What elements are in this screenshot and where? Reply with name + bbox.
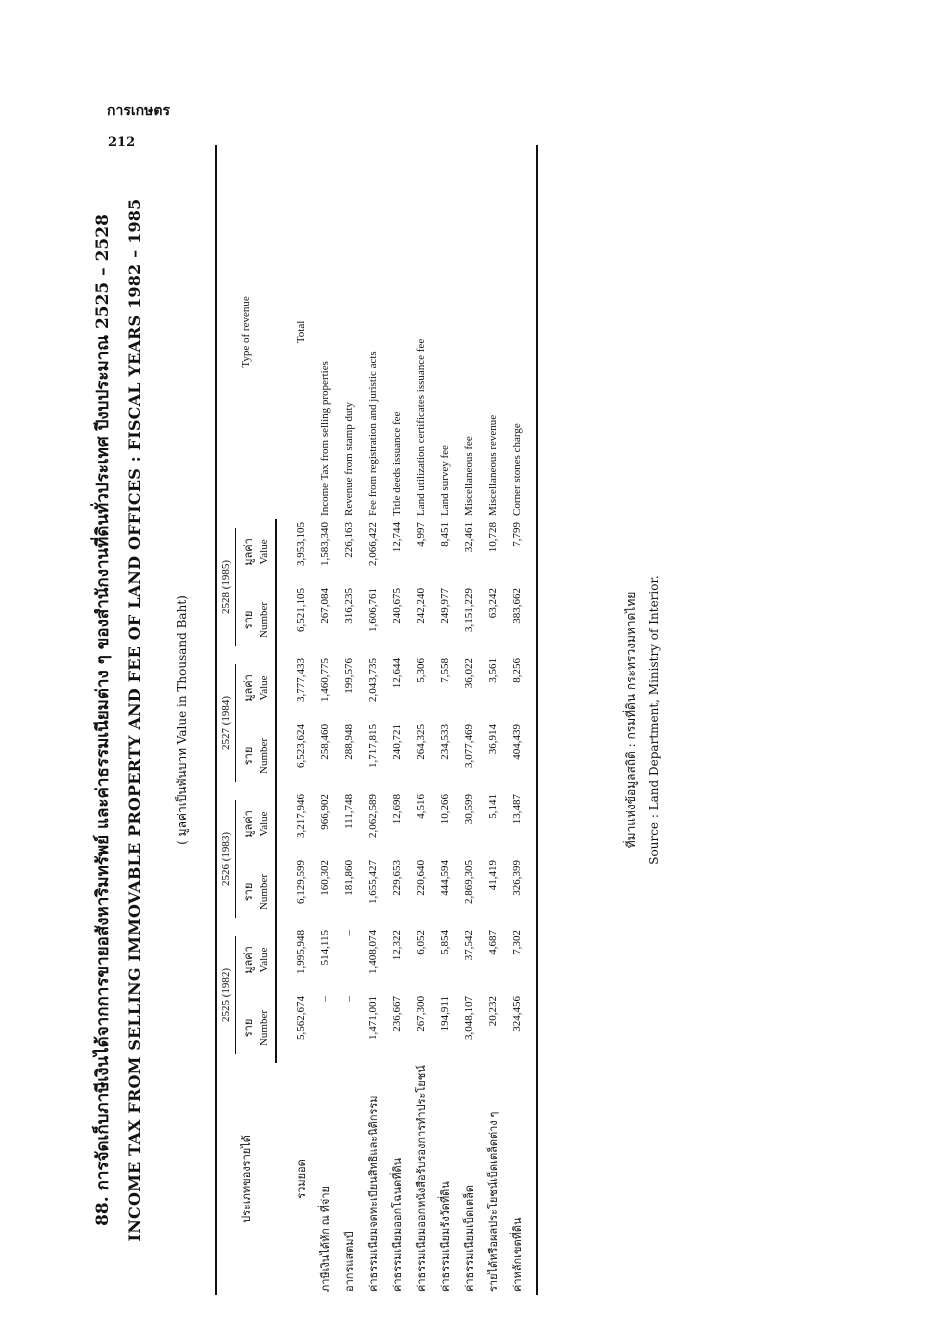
sub-header-value: มูลค่า Value (239, 519, 276, 585)
table-cell: 8,256 (505, 655, 537, 721)
table-cell: 12,644 (390, 657, 403, 689)
table-cell: 10,728 (486, 521, 499, 553)
table-cell: 3,217,946 (294, 793, 307, 838)
table-cell: 2,062,589 (366, 793, 379, 838)
table-cell: – (318, 996, 331, 1002)
table-row (481, 145, 505, 1295)
table-cell: 6,521,105 (294, 587, 307, 632)
table-cell: 36,022 (462, 657, 475, 689)
table-cell: – (342, 929, 355, 936)
table-row-total (289, 145, 313, 1295)
table-cell: 181,860 (342, 859, 355, 896)
table-cell: 267,084 (318, 587, 331, 624)
sub-header-value: มูลค่า Value (239, 791, 276, 857)
table-cell: 3,077,469 (462, 723, 475, 768)
table-cell: 242,240 (414, 587, 427, 624)
row-label-th: รายได้หรือผลประโยชน์เบ็ดเตล็ดต่าง ๆ (487, 1111, 500, 1292)
table-cell: 20,232 (486, 996, 499, 1027)
table-cell: 220,640 (414, 859, 427, 896)
table-cell: 383,662 (505, 585, 537, 655)
row-label-en: Land utilization certificates issuance fee (414, 338, 427, 516)
unit-note: ( มูลค่าเป็นพันบาท Value in Thousand Baht) (175, 595, 189, 845)
table-cell: 5,306 (414, 657, 427, 683)
table-cell: 1,717,815 (366, 723, 379, 768)
table-cell: 1,583,340 (318, 521, 331, 566)
row-label-en: Total (294, 320, 307, 344)
table-row (457, 145, 481, 1295)
sub-header-value: มูลค่า Value (239, 927, 276, 993)
table-row (385, 145, 409, 1295)
row-label-en: Title deeds issuance fee (390, 411, 403, 516)
sub-header-number: ราย Number (239, 721, 276, 791)
table-row (313, 145, 337, 1295)
table-cell: 1,655,427 (366, 859, 379, 904)
type-th-header: ประเภทของรายได้ (216, 1063, 276, 1295)
row-label-en: Revenue from stamp duty (342, 401, 355, 516)
page-number: 212 (108, 135, 136, 150)
table-cell: 2,066,422 (366, 521, 379, 566)
table-cell: 10,266 (438, 793, 451, 825)
row-label-en: Land survey fee (438, 445, 451, 516)
table-row (433, 145, 457, 1295)
row-label-th: ค่าธรรมเนียมรังวัดที่ดิน (439, 1181, 452, 1292)
table-cell: 63,242 (486, 587, 499, 619)
table-cell: 2,869,305 (462, 859, 475, 904)
section-header-label: การเกษตร (107, 103, 170, 119)
source-note (620, 125, 666, 1315)
table-cell: 30,599 (462, 793, 475, 825)
table-cell: 444,594 (438, 859, 451, 896)
table-cell: 6,129,599 (294, 859, 307, 904)
source-thai: ที่มาแห่งข้อมูลสถิติ : กรมที่ดิน กระทรวงมหาดไทย (624, 591, 638, 849)
row-label-th: รวมยอด (295, 1159, 308, 1199)
sub-header-number: ราย Number (239, 857, 276, 927)
row-label-en: Fee from registration and juristic acts (366, 351, 379, 516)
table-cell: 3,048,107 (462, 996, 475, 1040)
row-label-th: ค่าหลักเขตที่ดิน (505, 1063, 537, 1295)
table-cell: 288,948 (342, 723, 355, 760)
table-cell: 5,562,674 (294, 996, 307, 1040)
table-cell: 240,721 (390, 723, 403, 760)
table-cell: 160,302 (318, 859, 331, 896)
year-header-2526: 2526 (1983) (216, 791, 239, 927)
table-cell: – (342, 996, 355, 1002)
row-label-en: Miscellaneous fee (462, 436, 475, 516)
table-cell: 249,977 (438, 587, 451, 624)
table-cell: 404,439 (505, 721, 537, 791)
table-cell: 5,854 (438, 929, 451, 955)
table-cell: 1,471,001 (366, 996, 379, 1040)
table-cell: 229,653 (390, 859, 403, 896)
row-label-en: Miscellaneous revenue (486, 414, 499, 516)
table-cell: 13,487 (505, 791, 537, 857)
table-cell: 258,460 (318, 723, 331, 760)
table-cell: 7,558 (438, 657, 451, 683)
table-cell: 324,456 (505, 993, 537, 1063)
row-label-th: ค่าธรรมเนียมออกโฉนดที่ดิน (391, 1157, 404, 1292)
title-thai: 88. การจัดเก็บภาษีเงินได้จากการขายอสังหาริมทรัพย์ และค่าธรรมเนียมต่าง ๆ ของสำนักงานที่ดินทั่วประเทศ ปีงบประมาณ 2525 – 2528 (93, 214, 113, 1226)
rotated-table-page (75, 125, 715, 1315)
table-cell: 267,300 (414, 996, 427, 1032)
row-label-en: Income Tax from selling properties (318, 361, 331, 516)
table-cell: 12,322 (390, 929, 403, 961)
table-cell: 5,141 (486, 793, 499, 819)
table-cell: 199,576 (342, 657, 355, 694)
sub-header-number: ราย Number (239, 585, 276, 655)
row-label-th: ภาษีเงินได้หัก ณ ที่จ่าย (319, 1186, 332, 1292)
table-cell: 6,052 (414, 929, 427, 955)
table-cell: 514,115 (318, 929, 331, 966)
table-cell: 4,687 (486, 929, 499, 955)
table-cell: 236,667 (390, 996, 403, 1032)
table-cell: 240,675 (390, 587, 403, 624)
table-cell: 3,151,229 (462, 587, 475, 632)
table-cell: 4,997 (414, 521, 427, 547)
year-header-2527: 2527 (1984) (216, 655, 239, 791)
table-cell: 36,914 (486, 723, 499, 755)
source-english: Source : Land Department, Ministry of Interior. (646, 575, 661, 865)
row-label-th: ค่าธรรมเนียมจดทะเบียนสิทธิและนิติกรรม (367, 1095, 380, 1292)
table-cell: 264,325 (414, 723, 427, 760)
table-cell: 1,995,948 (294, 929, 307, 974)
table-cell: 41,419 (486, 859, 499, 891)
table-cell: 3,777,433 (294, 657, 307, 702)
title-english: INCOME TAX FROM SELLING IMMOVABLE PROPERTY AND FEE OF LAND OFFICES : FISCAL YEARS 1982 – 1985 (125, 198, 144, 1242)
table-cell: 37,542 (462, 929, 475, 961)
table-row (361, 145, 385, 1295)
row-label-th: ค่าธรรมเนียมเบ็ดเตล็ด (463, 1185, 476, 1292)
table-cell: 111,748 (342, 793, 355, 829)
table-cell: 1,460,775 (318, 657, 331, 702)
table-cell: 1,408,074 (366, 929, 379, 974)
table-cell: 12,744 (390, 521, 403, 553)
table-cell: 12,698 (390, 793, 403, 825)
sub-header-value: มูลค่า Value (239, 655, 276, 721)
table-cell: 194,911 (438, 996, 451, 1032)
table-cell: 226,163 (342, 521, 355, 558)
table-cell: 2,043,735 (366, 657, 379, 702)
table-cell: 32,461 (462, 521, 475, 553)
type-en-header: Type of revenue (216, 145, 276, 519)
revenue-table (215, 145, 538, 1295)
year-header-2528: 2528 (1985) (216, 519, 239, 655)
row-label-th: ค่าธรรมเนียมออกหนังสือรับรองการทำประโยชน์ (415, 1065, 428, 1292)
table-cell: 8,451 (438, 521, 451, 547)
table-cell: 316,235 (342, 587, 355, 624)
table-cell: 4,516 (414, 793, 427, 819)
year-header-row (216, 145, 239, 1295)
table-cell: 7,302 (505, 927, 537, 993)
table-cell: 3,953,105 (294, 521, 307, 566)
table-cell: 326,399 (505, 857, 537, 927)
table-cell: 966,902 (318, 793, 331, 830)
table-row (505, 145, 537, 1295)
table-cell: 3,561 (486, 657, 499, 683)
table-cell: 234,533 (438, 723, 451, 760)
table-cell: 7,799 (505, 519, 537, 585)
table-cell: 1,606,761 (366, 587, 379, 632)
table-row (337, 145, 361, 1295)
year-header-2525: 2525 (1982) (216, 927, 239, 1063)
table-cell: 6,523,624 (294, 723, 307, 768)
sub-header-number: ราย Number (239, 993, 276, 1063)
table-row (409, 145, 433, 1295)
row-label-en: Corner stones charge (505, 145, 537, 519)
row-label-th: อากรแสตมป์ (343, 1231, 356, 1292)
